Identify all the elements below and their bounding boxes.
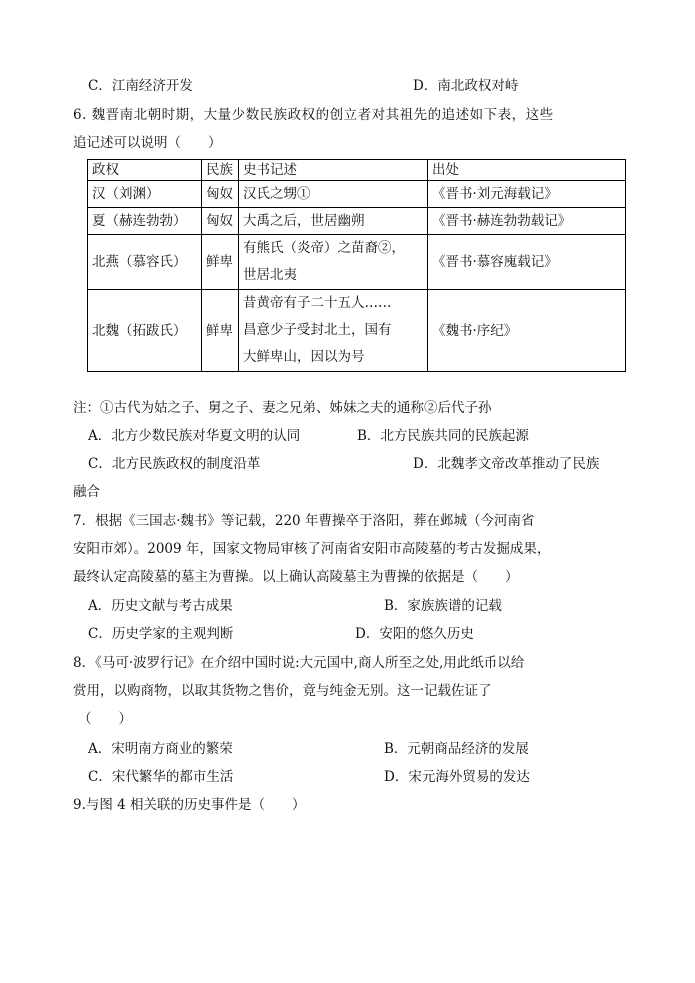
cell-record [239, 290, 428, 372]
q6-option-b: B．北方民族共同的民族起源 [357, 428, 529, 444]
q6-option-d-cont: 融合 [73, 484, 100, 500]
record-line: 昌意少子受封北土，国有 [243, 322, 392, 338]
q7-stem-line3: 最终认定高陵墓的墓主为曹操。以上确认高陵墓主为曹操的依据是（ ） [73, 569, 519, 585]
cell-regime: 夏（赫连勃勃） [88, 208, 202, 235]
q7-option-d: D．安阳的悠久历史 [355, 626, 474, 642]
cell-record [239, 181, 428, 208]
record-line: 大鲜卑山，因以为号 [243, 349, 365, 365]
q8-option-b: B．元朝商品经济的发展 [384, 741, 529, 757]
q8-stem-line2: 赏用，以购商物，以取其货物之售价，竟与纯金无别。这一记载佐证了 [73, 683, 492, 699]
cell-source: 《晋书·赫连勃勃载记》 [428, 208, 626, 235]
cell-record [239, 208, 428, 235]
q7-stem-line1: 7．根据《三国志·魏书》等记载，220 年曹操卒于洛阳，葬在邺城（今河南省 [73, 513, 535, 529]
record-line: 大禹之后，世居幽朔 [243, 213, 365, 229]
table-row [88, 181, 626, 208]
q9-stem: 9.与图 4 相关联的历史事件是（ ） [73, 797, 306, 813]
q8-stem-line3: （ ） [78, 711, 132, 727]
q6-option-a: A．北方少数民族对华夏文明的认同 [88, 428, 301, 444]
q5-option-d: D．南北政权对峙 [413, 78, 519, 94]
cell-ethnic: 匈奴 [202, 208, 239, 235]
q6-note: 注：①古代为姑之子、舅之子、妻之兄弟、姊妹之夫的通称②后代子孙 [73, 400, 492, 416]
q6-table [87, 159, 626, 372]
q6-option-c: C．北方民族政权的制度沿革 [88, 456, 261, 472]
q6-stem-line2: 追记述可以说明（ ） [73, 135, 222, 151]
header-regime: 政权 [88, 160, 202, 181]
record-line: 昔黄帝有子二十五人…… [243, 295, 392, 311]
table-row [88, 235, 626, 290]
q7-option-b: B．家族族谱的记载 [384, 598, 502, 614]
q5-option-c: C．江南经济开发 [88, 78, 193, 94]
record-line: 世居北夷 [243, 267, 297, 283]
q8-stem-line1: 8．《马可·波罗行记》在介绍中国时说:大元国中,商人所至之处,用此纸币以给 [73, 655, 525, 671]
cell-ethnic: 鲜卑 [202, 290, 239, 372]
cell-ethnic: 匈奴 [202, 181, 239, 208]
cell-record [239, 235, 428, 290]
q6-stem-line1: 6. 魏晋南北朝时期，大量少数民族政权的创立者对其祖先的追述如下表，这些 [73, 107, 554, 123]
header-ethnic: 民族 [202, 160, 239, 181]
table-row [88, 208, 626, 235]
record-line: 有熊氏（炎帝）之苗裔②， [243, 240, 405, 256]
header-source: 出处 [428, 160, 626, 181]
cell-regime: 汉（刘渊） [88, 181, 202, 208]
cell-regime: 北魏（拓跋氏） [88, 290, 202, 372]
q8-option-a: A．宋明南方商业的繁荣 [88, 741, 233, 757]
table-row [88, 290, 626, 372]
q6-option-d: D．北魏孝文帝改革推动了民族 [413, 456, 600, 472]
q8-option-c: C．宋代繁华的都市生活 [88, 769, 234, 785]
q7-option-a: A．历史文献与考古成果 [88, 598, 233, 614]
q7-stem-line2: 安阳市郊）。2009 年，国家文物局审核了河南省安阳市高陵墓的考古发掘成果， [73, 541, 551, 557]
cell-source: 《魏书·序纪》 [428, 290, 626, 372]
cell-ethnic: 鲜卑 [202, 235, 239, 290]
cell-source: 《晋书·刘元海载记》 [428, 181, 626, 208]
q8-option-d: D．宋元海外贸易的发达 [384, 769, 530, 785]
cell-source: 《晋书·慕容廆载记》 [428, 235, 626, 290]
q7-option-c: C．历史学家的主观判断 [88, 626, 234, 642]
record-line: 汉氏之甥① [243, 186, 311, 202]
cell-regime: 北燕（慕容氏） [88, 235, 202, 290]
table-header-row [88, 160, 626, 181]
header-record: 史书记述 [239, 160, 428, 181]
